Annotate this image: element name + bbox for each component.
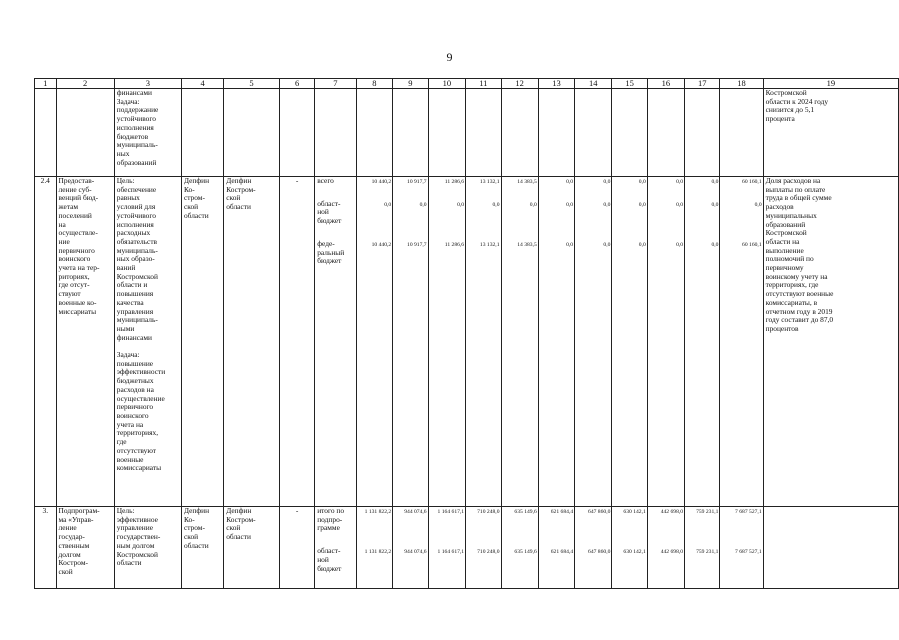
funding-source [315, 507, 356, 589]
funding-value: 442 698,0 [660, 548, 684, 555]
execution-term [279, 89, 314, 177]
target-indicator: Доля расходов на выплаты по оплате труда в общей сумме расходов муниципальных образований Костромской области на выполнение полномочий по первичному воинскому учету на территориях, где отсутствуют военные комиссариаты, в отчетном году в 2019 году составит до 87,0 процентов [763, 177, 898, 507]
funding-value: 0,0 [566, 201, 574, 208]
measure-name: Подпрограм- ма «Управ- ление государ- ственным долгом Костром- ской [56, 507, 114, 589]
co-executor [224, 89, 280, 177]
funding-value: 0,0 [603, 241, 611, 248]
goal-task: финансами Задача: поддержание устойчивого исполнения бюджетов муниципаль- ных образований [114, 89, 181, 177]
funding-value: 1 164 617,1 [437, 509, 465, 515]
funding-value: 13 132,1 [479, 241, 500, 248]
funding-value: 0,0 [638, 201, 646, 208]
funding-value-cell [501, 507, 538, 589]
funding-source-label: феде- ральный бюджет [317, 238, 345, 266]
column-header: 1 [35, 79, 57, 89]
funding-value-cell [612, 177, 647, 507]
target-indicator [763, 507, 898, 589]
funding-value: 11 286,6 [444, 241, 465, 248]
funding-value: 0,0 [457, 201, 465, 208]
row-number [35, 89, 57, 177]
funding-value: 14 383,5 [517, 241, 537, 248]
measure-name: Предостав- ление суб- венций бюд- жетам поселений на осуществле- ние первичного воинского учета на тер- риториях, где отсут- ствуют военные ко- миссариаты [56, 177, 114, 507]
funding-value: 442 698,0 [660, 509, 684, 515]
funding-value: 0,0 [566, 241, 574, 248]
column-header: 18 [720, 79, 763, 89]
table-row [35, 177, 899, 507]
funding-value-cell [685, 89, 720, 177]
funding-value: 10 440,2 [371, 179, 392, 185]
responsible-executor [181, 89, 223, 177]
funding-value: 630 142,1 [623, 509, 646, 515]
column-header: 7 [315, 79, 356, 89]
funding-value: 621 684,4 [550, 509, 574, 515]
funding-value-cell [612, 507, 647, 589]
table-row [35, 507, 899, 589]
row-number: 2.4 [35, 177, 57, 507]
funding-value: 10 917,7 [407, 241, 427, 248]
funding-value-cell [356, 89, 393, 177]
column-header: 3 [114, 79, 181, 89]
funding-value: 0,0 [638, 241, 646, 248]
funding-value-cell [428, 507, 466, 589]
funding-value: 759 231,1 [696, 509, 719, 515]
funding-value: 759 231,1 [696, 548, 719, 555]
column-header: 16 [647, 79, 684, 89]
budget-table [34, 78, 899, 589]
goal-task: Цель: обеспечение равных условий для устойчивого исполнения расходных обязательств муниципаль- ных образо- ваний Костромской области и повышения качества управления муниципаль- ными финансами Задача: повышение эффективности бюджетных расходов на осуществление первичного воинского учета на территориях, где отсутствуют военные комиссариаты [114, 177, 181, 507]
column-header: 10 [428, 79, 466, 89]
funding-value: 0,0 [711, 179, 719, 185]
funding-value-cell [720, 177, 763, 507]
funding-value: 0,0 [711, 201, 719, 208]
funding-value-cell [466, 507, 501, 589]
funding-value-cell [501, 89, 538, 177]
funding-value: 13 132,1 [479, 179, 500, 185]
funding-value: 0,0 [419, 201, 427, 208]
column-header: 14 [575, 79, 612, 89]
funding-value: 7 687 527,1 [735, 509, 762, 515]
funding-value-cell [647, 507, 684, 589]
funding-value-cell [466, 89, 501, 177]
funding-value-cell [720, 507, 763, 589]
funding-value: 621 684,4 [550, 548, 574, 555]
funding-value-cell [356, 507, 393, 589]
funding-source-label: итого по подпро- грамме [317, 506, 345, 533]
funding-value-cell [393, 89, 428, 177]
column-header: 9 [393, 79, 428, 89]
funding-value: 1 131 822,2 [364, 548, 392, 555]
funding-value: 0,0 [638, 179, 646, 185]
funding-value: 0,0 [492, 201, 500, 208]
column-header: 8 [356, 79, 393, 89]
funding-source-label: област- ной бюджет [317, 546, 342, 573]
co-executor: Депфин Костром- ской области [224, 177, 280, 507]
header-row [35, 79, 899, 89]
responsible-executor: Депфин Ко- стром- ской области [181, 177, 223, 507]
funding-value: 0,0 [566, 179, 574, 185]
funding-value: 11 286,6 [444, 179, 465, 185]
funding-value: 710 248,0 [477, 548, 500, 555]
funding-value-cell [466, 177, 501, 507]
target-indicator: Костромской области к 2024 году снизится до 5,1 процента [763, 89, 898, 177]
funding-value-cell [575, 507, 612, 589]
funding-value-cell [612, 89, 647, 177]
funding-value: 635 149,6 [514, 548, 537, 555]
funding-value-cell [538, 89, 574, 177]
funding-value: 0,0 [676, 179, 684, 185]
funding-value: 60 160,1 [742, 241, 762, 248]
funding-value-cell [538, 507, 574, 589]
row-number: 3. [35, 507, 57, 589]
funding-value: 10 917,7 [407, 179, 427, 185]
funding-source [315, 177, 356, 507]
funding-value: 944 074,6 [404, 509, 427, 515]
execution-term: - [279, 177, 314, 507]
funding-value: 630 142,1 [623, 548, 646, 555]
column-header: 13 [538, 79, 574, 89]
funding-value: 0,0 [603, 201, 611, 208]
goal-task: Цель: эффективное управление государствен- ным долгом Костромской области [114, 507, 181, 589]
funding-value-cell [428, 89, 466, 177]
funding-value-cell [538, 177, 574, 507]
column-header: 6 [279, 79, 314, 89]
funding-value: 0,0 [711, 241, 719, 248]
funding-value-cell [647, 89, 684, 177]
funding-value-cell [501, 177, 538, 507]
funding-value-cell [685, 177, 720, 507]
funding-value: 0,0 [754, 201, 762, 208]
funding-value-cell [356, 177, 393, 507]
funding-value-cell [575, 177, 612, 507]
funding-value: 647 860,0 [588, 509, 611, 515]
funding-value: 944 074,6 [404, 548, 427, 555]
funding-value-cell [685, 507, 720, 589]
column-header: 17 [685, 79, 720, 89]
page-number: 9 [446, 50, 453, 64]
funding-value: 0,0 [603, 179, 611, 185]
column-header: 2 [56, 79, 114, 89]
column-header: 5 [224, 79, 280, 89]
column-header: 19 [763, 79, 898, 89]
funding-value-cell [393, 507, 428, 589]
funding-value: 647 860,0 [588, 548, 611, 555]
funding-source-label: всего [317, 176, 334, 185]
column-header: 11 [466, 79, 501, 89]
funding-value: 0,0 [676, 201, 684, 208]
funding-value: 0,0 [384, 201, 392, 208]
column-header: 4 [181, 79, 223, 89]
measure-name [56, 89, 114, 177]
funding-source-label: област- ной бюджет [317, 198, 342, 226]
funding-value: 10 440,2 [371, 241, 392, 248]
funding-value: 710 248,0 [477, 509, 500, 515]
funding-value: 635 149,6 [514, 509, 537, 515]
funding-value-cell [575, 89, 612, 177]
funding-value: 1 131 822,2 [364, 509, 392, 515]
funding-value: 60 160,1 [742, 179, 762, 185]
responsible-executor: Депфин Ко- стром- ской области [181, 507, 223, 589]
funding-value-cell [428, 177, 466, 507]
column-header: 15 [612, 79, 647, 89]
funding-value: 0,0 [529, 201, 537, 208]
execution-term: - [279, 507, 314, 589]
column-header: 12 [501, 79, 538, 89]
funding-value: 7 687 527,1 [735, 548, 762, 555]
co-executor: Депфин Костром- ской области [224, 507, 280, 589]
funding-value: 1 164 617,1 [437, 548, 465, 555]
funding-value: 0,0 [676, 241, 684, 248]
table-row [35, 89, 899, 177]
funding-value-cell [647, 177, 684, 507]
funding-value-cell [393, 177, 428, 507]
funding-value: 14 383,5 [517, 179, 537, 185]
funding-source [315, 89, 356, 177]
funding-value-cell [720, 89, 763, 177]
